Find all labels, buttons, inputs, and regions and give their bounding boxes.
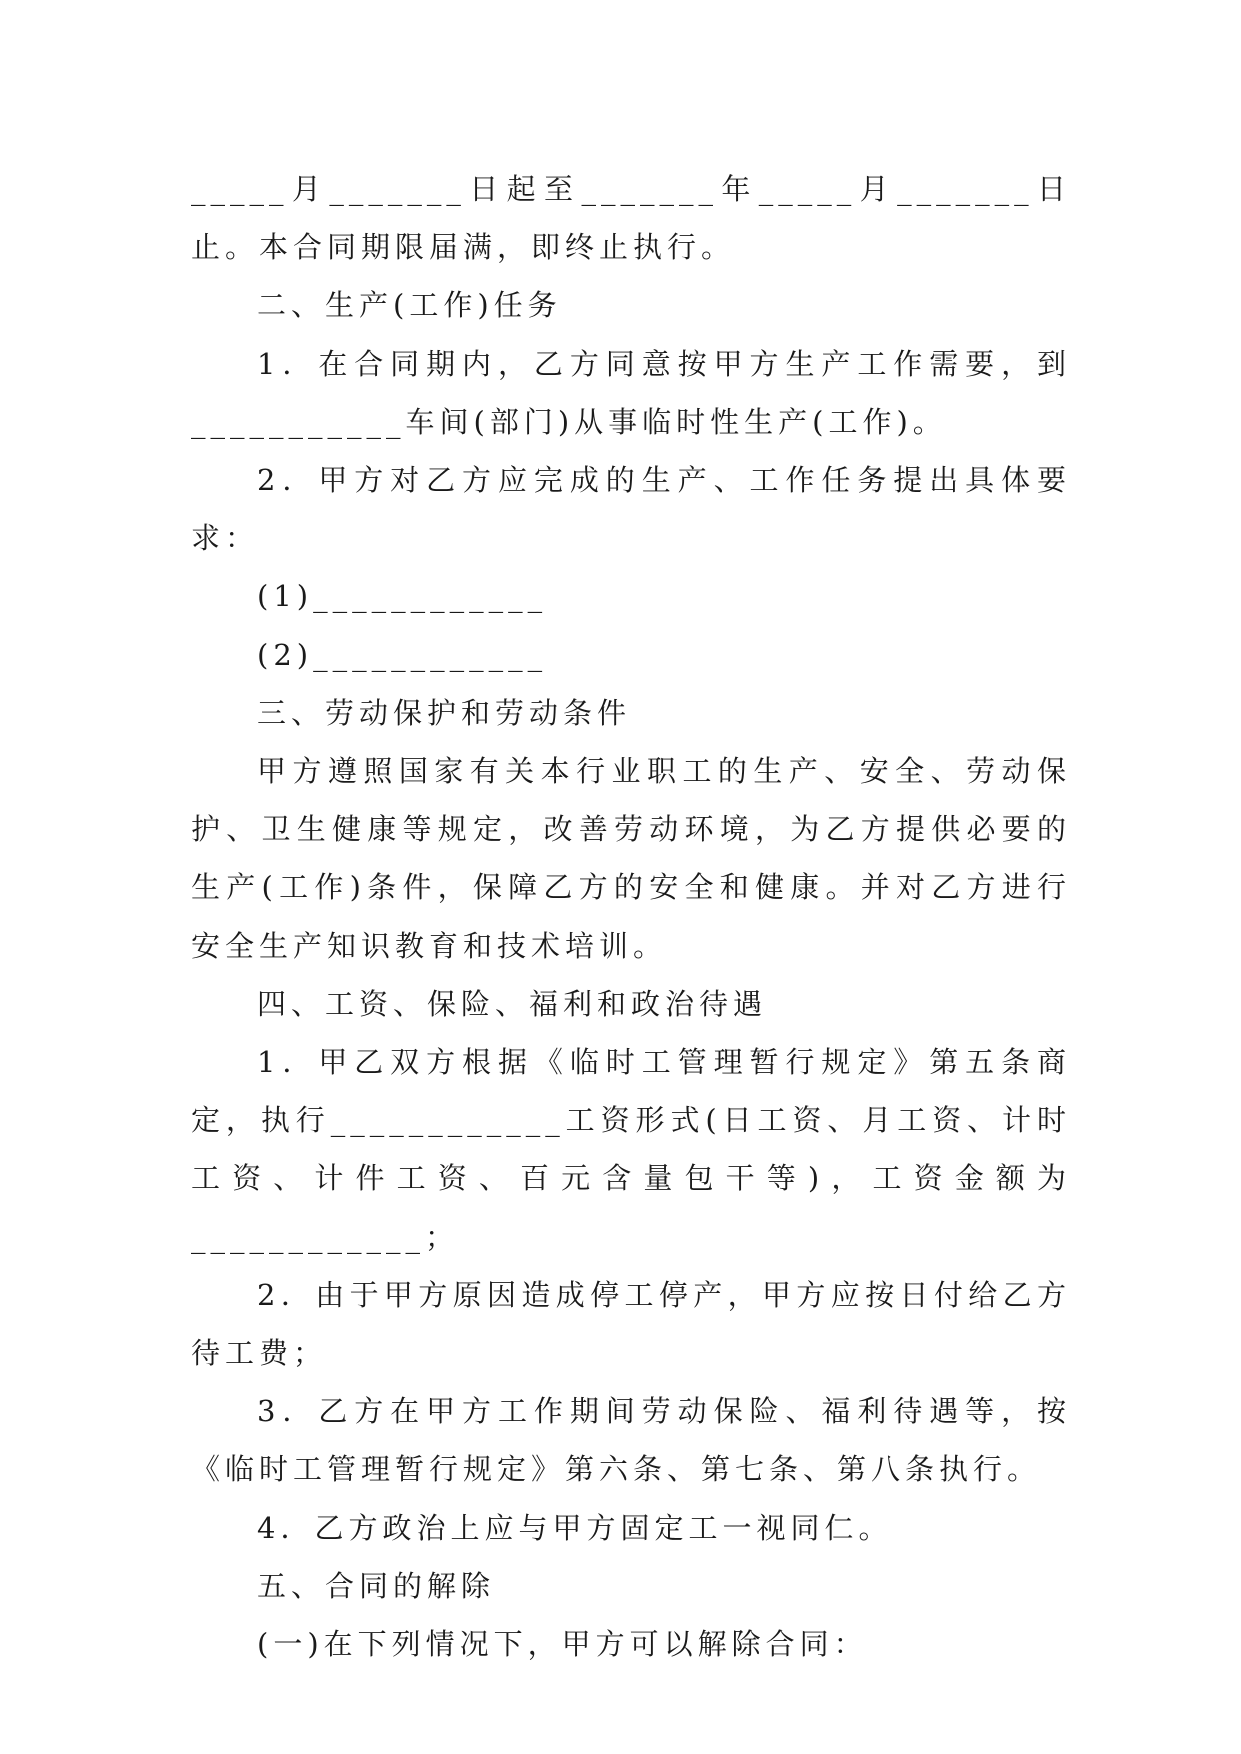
clause-paragraph: (一)在下列情况下，甲方可以解除合同：: [257, 1627, 868, 1662]
clause-paragraph: 2．甲方对乙方应完成的生产、工作任务提出具体要求：: [191, 463, 1071, 556]
document-body: [191, 160, 1071, 1673]
requirement-item: (2)____________: [257, 637, 548, 672]
clause-paragraph: 1．在合同期内，乙方同意按甲方生产工作需要，到___________车间(部门)从事临时性生产(工作)。: [191, 346, 1071, 439]
clause-paragraph: 1．甲乙双方根据《临时工管理暂行规定》第五条商定，执行____________工资形式(日工资、月工资、计时工资、计件工资、百元含量包干等)，工资金额为____________；: [191, 1045, 1071, 1254]
section-heading-termination: 五、合同的解除: [257, 1568, 496, 1603]
clause-paragraph: 2．由于甲方原因造成停工停产，甲方应按日付给乙方待工费；: [191, 1277, 1071, 1371]
body-paragraph: 甲方遵照国家有关本行业职工的生产、安全、劳动保护、卫生健康等规定，改善劳动环境，为乙方提供必要的生产(工作)条件，保障乙方的安全和健康。并对乙方进行安全生产知识教育和技术培训。: [191, 754, 1071, 963]
clause-paragraph: 4．乙方政治上应与甲方固定工一视同仁。: [257, 1510, 893, 1545]
section-heading-wages: 四、工资、保险、福利和政治待遇: [257, 986, 768, 1021]
clause-paragraph: 3．乙方在甲方工作期间劳动保险、福利待遇等，按《临时工管理暂行规定》第六条、第七条、第八条执行。: [191, 1394, 1071, 1487]
requirement-item: (1)____________: [257, 579, 548, 614]
contract-term-paragraph: _____月_______日起至_______年_____月_______日止。本合同期限届满，即终止执行。: [191, 172, 1071, 265]
section-heading-tasks: 二、生产(工作)任务: [257, 288, 562, 323]
section-heading-labor-protection: 三、劳动保护和劳动条件: [257, 695, 632, 730]
